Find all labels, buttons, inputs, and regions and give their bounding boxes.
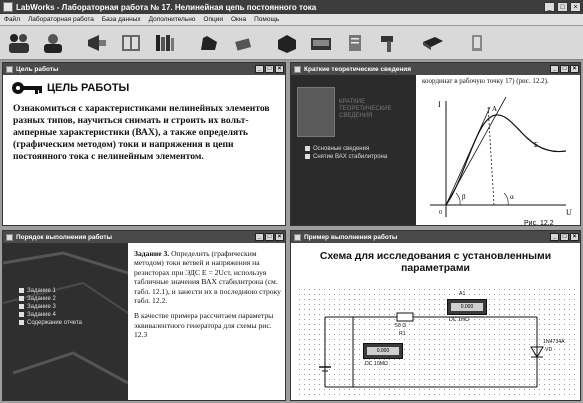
closed-book-icon[interactable] xyxy=(420,30,446,56)
toc-item-vac[interactable]: Снятие ВАХ стабилитрона xyxy=(305,153,387,161)
voltmeter[interactable] xyxy=(363,343,403,359)
example-text: В качестве примера рассчитаем параметры эквивалентного генератора для схемы рис. 12.3 xyxy=(134,311,274,340)
ammeter[interactable] xyxy=(447,299,487,315)
task-paragraph xyxy=(134,249,284,305)
task-label: Задание 3. xyxy=(134,249,170,258)
menu-database[interactable]: База данных xyxy=(101,16,141,23)
voltmeter-mode: DC 10MΩ xyxy=(365,361,388,367)
page-icon xyxy=(19,312,24,317)
theory-window xyxy=(290,62,581,226)
procedure-window-titlebar[interactable] xyxy=(3,231,285,243)
users-icon[interactable] xyxy=(40,30,66,56)
goal-heading xyxy=(11,81,285,95)
theory-window-titlebar[interactable] xyxy=(291,63,580,75)
eraser-icon[interactable] xyxy=(230,30,256,56)
people-icon[interactable] xyxy=(6,30,32,56)
window-titlebar xyxy=(0,0,583,14)
procedure-window xyxy=(2,230,286,401)
folder-icon[interactable] xyxy=(308,30,334,56)
origin-label: 0 xyxy=(439,210,442,216)
axis-i-label: I xyxy=(438,100,441,109)
page-icon xyxy=(19,320,24,325)
task-content xyxy=(134,249,284,346)
circuit-diagram xyxy=(297,287,576,399)
vac-graph xyxy=(416,87,580,226)
goal-text: Ознакомиться с характеристиками нелинейных элементов разных типов, научиться снимать и строить их вольт-амперные характеристики (ВАХ), а также определять (графическим методом) токи и напряжения в цепи постоянного тока с нелинейным элементом. xyxy=(13,103,270,162)
app-icon xyxy=(3,2,13,12)
example-window xyxy=(290,230,581,401)
megaphone-icon[interactable] xyxy=(84,30,110,56)
procedure-window-title: Порядок выполнения работы xyxy=(16,233,113,241)
resistor-id: R1 xyxy=(399,331,406,337)
maximize-button[interactable]: □ xyxy=(265,65,274,73)
graph-caption: Рис. 12.2 xyxy=(524,220,554,227)
notebook-icon[interactable] xyxy=(464,30,490,56)
maximize-button[interactable]: □ xyxy=(265,233,274,241)
window-icon xyxy=(294,234,301,241)
toc-item-task-1[interactable]: Задание 1 xyxy=(19,287,82,295)
toolbar xyxy=(0,26,583,60)
procedure-toc xyxy=(19,287,82,327)
theory-content xyxy=(416,75,580,226)
hand-icon[interactable] xyxy=(196,30,222,56)
toc-item-report[interactable]: Содержание отчета xyxy=(19,319,82,327)
maximize-button[interactable]: □ xyxy=(560,233,569,241)
menu-bar xyxy=(0,14,583,26)
page-icon xyxy=(19,296,24,301)
minimize-button[interactable]: _ xyxy=(550,233,559,241)
task-text: Определить (графическим методом) токи ветвей и напряжения на резисторах при ЭДС E = 2Uст, используя табличные значения ВАХ стабилитрона (см. табл. 12.1), и занести их в последнюю строку табл. 12.2. xyxy=(134,249,281,306)
resistor-value: 50 Ω xyxy=(395,323,407,329)
page-icon xyxy=(19,288,24,293)
book-title: КРАТКИЕ ТЕОРЕТИЧЕСКИЕ СВЕДЕНИЯ xyxy=(339,99,392,119)
theory-window-title: Краткие теоретические сведения xyxy=(304,65,412,73)
box-icon[interactable] xyxy=(274,30,300,56)
toc-item-task-3[interactable]: Задание 3 xyxy=(19,303,82,311)
close-button[interactable]: × xyxy=(275,233,284,241)
diode-label: 1N4734A xyxy=(543,339,565,345)
voltmeter-display: 0.000 xyxy=(367,347,399,355)
book-cover-image xyxy=(297,87,335,137)
close-button[interactable]: × xyxy=(570,2,581,12)
bookshelf-icon[interactable] xyxy=(152,30,178,56)
schema-heading: Схема для исследования с установленными параметрами xyxy=(319,251,552,274)
menu-file[interactable]: Файл xyxy=(4,16,20,23)
alpha-label: α xyxy=(510,193,514,201)
example-window-titlebar[interactable] xyxy=(291,231,580,243)
theory-navigation-panel xyxy=(291,75,416,226)
hammer-icon[interactable] xyxy=(376,30,402,56)
goal-window-titlebar[interactable] xyxy=(3,63,285,75)
minimize-button[interactable]: _ xyxy=(544,2,555,12)
goal-heading-text: ЦЕЛЬ РАБОТЫ xyxy=(47,82,130,94)
ammeter-mode: DC 1mΩ xyxy=(449,317,470,323)
beta-label: β xyxy=(462,193,466,201)
axis-u-label: U xyxy=(566,208,572,217)
book-icon[interactable] xyxy=(118,30,144,56)
point-b-label: Б xyxy=(534,141,539,149)
minimize-button[interactable]: _ xyxy=(550,65,559,73)
window-icon xyxy=(6,66,13,73)
page-icon xyxy=(19,304,24,309)
theory-toc xyxy=(305,145,387,161)
diode-id: VD xyxy=(545,347,553,353)
maximize-button[interactable]: □ xyxy=(560,65,569,73)
menu-lab-work[interactable]: Лабораторная работа xyxy=(27,16,94,23)
maximize-button[interactable]: □ xyxy=(557,2,568,12)
point-a-label: A xyxy=(492,105,498,113)
menu-help[interactable]: Помощь xyxy=(254,16,280,23)
goal-window-title: Цель работы xyxy=(16,65,59,73)
window-icon xyxy=(294,66,301,73)
procedure-navigation-panel xyxy=(3,243,128,401)
toc-item-basics[interactable]: Основные сведения xyxy=(305,145,387,153)
minimize-button[interactable]: _ xyxy=(255,65,264,73)
window-icon xyxy=(6,234,13,241)
menu-additional[interactable]: Дополнительно xyxy=(148,16,196,23)
mdi-area xyxy=(0,60,583,403)
close-button[interactable]: × xyxy=(570,65,579,73)
page-icon xyxy=(305,154,310,159)
document-icon[interactable] xyxy=(342,30,368,56)
toc-item-task-2[interactable]: Задание 2 xyxy=(19,295,82,303)
menu-options[interactable]: Опции xyxy=(203,16,223,23)
menu-windows[interactable]: Окна xyxy=(230,16,247,23)
circuit-wires xyxy=(297,287,576,399)
minimize-button[interactable]: _ xyxy=(255,233,264,241)
close-button[interactable]: × xyxy=(275,65,284,73)
toc-item-task-4[interactable]: Задание 4 xyxy=(19,311,82,319)
ammeter-name: A1 xyxy=(459,291,466,297)
example-window-title: Пример выполнения работы xyxy=(304,233,398,241)
close-button[interactable]: × xyxy=(570,233,579,241)
ammeter-display: 0.000 xyxy=(451,303,483,311)
goal-window xyxy=(2,62,286,226)
page-icon xyxy=(305,146,310,151)
key-icon xyxy=(11,81,43,95)
window-title: LabWorks - Лабораторная работа № 17. Нелинейная цепь постоянного тока xyxy=(16,2,317,12)
theory-text: координат в рабочую точку 17) (рис. 12.2). xyxy=(422,77,549,85)
